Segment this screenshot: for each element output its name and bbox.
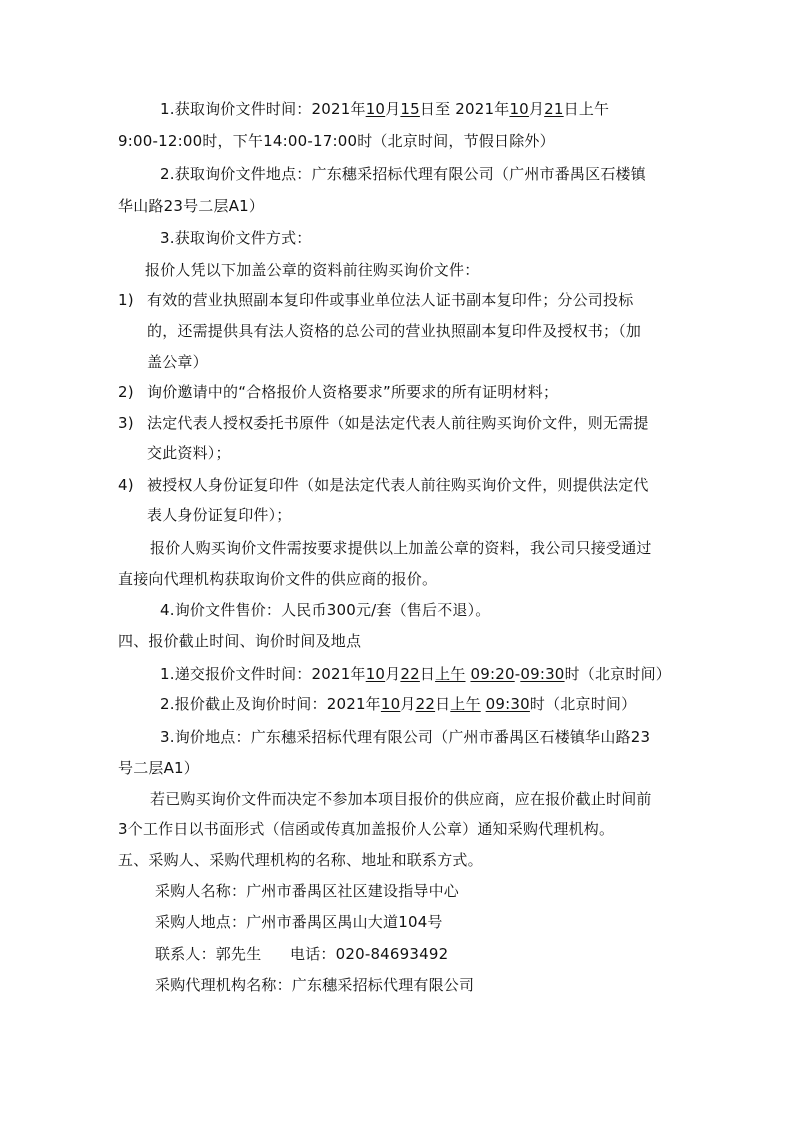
section-5-heading: 五、采购人、采购代理机构的名称、地址和联系方式。 — [118, 851, 483, 869]
day-value: 22 — [415, 695, 436, 713]
withdraw-note-line-1: 若已购买询价文件而决定不参加本项目报价的供应商，应在报价截止时间前 — [150, 790, 652, 808]
list-item-number: 2) — [118, 383, 134, 401]
text-fragment: 2.报价截止及询价时间：2021年 — [160, 695, 381, 713]
deadline-time-line — [160, 694, 636, 714]
list-item-text: 有效的营业执照副本复印件或事业单位法人证书副本复印件；分公司投标 — [147, 291, 634, 309]
list-item-text: 询价邀请中的“合格报价人资格要求”所要求的所有证明材料； — [147, 383, 559, 401]
text-fragment: 时（北京时间） — [529, 695, 637, 713]
text-fragment: 月 — [400, 695, 416, 713]
text-fragment: 月 — [528, 100, 545, 118]
text-fragment: 时（北京时间） — [564, 665, 671, 683]
purchaser-name: 采购人名称：广州市番禺区社区建设指导中心 — [155, 882, 460, 900]
end-time-value: 09:30 — [520, 665, 565, 683]
list-item-text: 表人身份证复印件）； — [147, 506, 292, 524]
start-time-value: 09:20 — [470, 665, 515, 683]
list-item-text: 盖公章） — [147, 353, 208, 371]
list-item-number: 4) — [118, 476, 134, 494]
ampm-value: 上午 — [435, 665, 466, 683]
month-value: 10 — [365, 100, 386, 118]
text-fragment: 1.递交报价文件时间：2021年 — [160, 665, 366, 683]
month-value: 10 — [380, 695, 401, 713]
text-fragment: 1.获取询价文件时间：2021年 — [160, 100, 366, 118]
obtain-place-line-1: 2.获取询价文件地点：广东穗采招标代理有限公司（广州市番禺区石楼镇 — [160, 165, 646, 183]
day-value: 22 — [400, 665, 420, 683]
obtain-time-line-1 — [160, 99, 609, 119]
month-value: 10 — [365, 665, 386, 683]
day-value: 21 — [544, 100, 564, 118]
method-intro: 报价人凭以下加盖公章的资料前往购买询价文件： — [145, 261, 480, 279]
list-item-text: 交此资料）； — [147, 444, 231, 462]
inquiry-place-line-2: 号二层A1） — [118, 759, 200, 777]
list-item-text: 的，还需提供具有法人资格的总公司的营业执照副本复印件及授权书；（加 — [147, 322, 642, 340]
list-item-number: 3) — [118, 414, 134, 432]
submit-time-line — [160, 664, 671, 684]
section-4-heading: 四、报价截止时间、询价时间及地点 — [118, 632, 362, 650]
purchaser-address: 采购人地点：广州市番禺区禺山大道104号 — [155, 913, 443, 931]
day-value: 15 — [400, 100, 420, 118]
obtain-note-line-1: 报价人购买询价文件需按要求提供以上加盖公章的资料，我公司只接受通过 — [150, 539, 652, 557]
agency-name: 采购代理机构名称：广东穗采招标代理有限公司 — [155, 976, 475, 994]
text-fragment: 日 — [419, 665, 436, 683]
obtain-time-line-2: 9:00-12:00时，下午14:00-17:00时（北京时间，节假日除外） — [118, 132, 555, 150]
ampm-value: 上午 — [450, 695, 481, 713]
list-item-number: 1) — [118, 291, 134, 309]
obtain-note-line-2: 直接向代理机构获取询价文件的供应商的报价。 — [118, 570, 438, 588]
contact-person: 联系人：郭先生 — [155, 945, 262, 963]
list-item-text: 法定代表人授权委托书原件（如是法定代表人前往购买询价文件，则无需提 — [147, 414, 649, 432]
text-fragment: - — [514, 665, 521, 683]
text-fragment: 日 — [435, 695, 451, 713]
text-fragment: 月 — [385, 100, 401, 118]
time-value: 09:30 — [485, 695, 530, 713]
text-fragment: 日上午 — [563, 100, 610, 118]
text-fragment: 月 — [385, 665, 401, 683]
withdraw-note-line-2: 3个工作日以书面形式（信函或传真加盖报价人公章）通知采购代理机构。 — [118, 820, 615, 838]
month-value: 10 — [509, 100, 529, 118]
contact-phone: 电话：020-84693492 — [290, 945, 449, 963]
inquiry-place-line-1: 3.询价地点：广东穗采招标代理有限公司（广州市番禺区石楼镇华山路23 — [160, 728, 651, 746]
price-line: 4.询价文件售价：人民币300元/套（售后不退）。 — [160, 601, 491, 619]
list-item-text: 被授权人身份证复印件（如是法定代表人前往购买询价文件，则提供法定代 — [147, 476, 649, 494]
method-heading: 3.获取询价文件方式： — [160, 229, 312, 247]
obtain-place-line-2: 华山路23号二层A1） — [118, 197, 265, 215]
text-fragment: 日至 2021年 — [419, 100, 510, 118]
